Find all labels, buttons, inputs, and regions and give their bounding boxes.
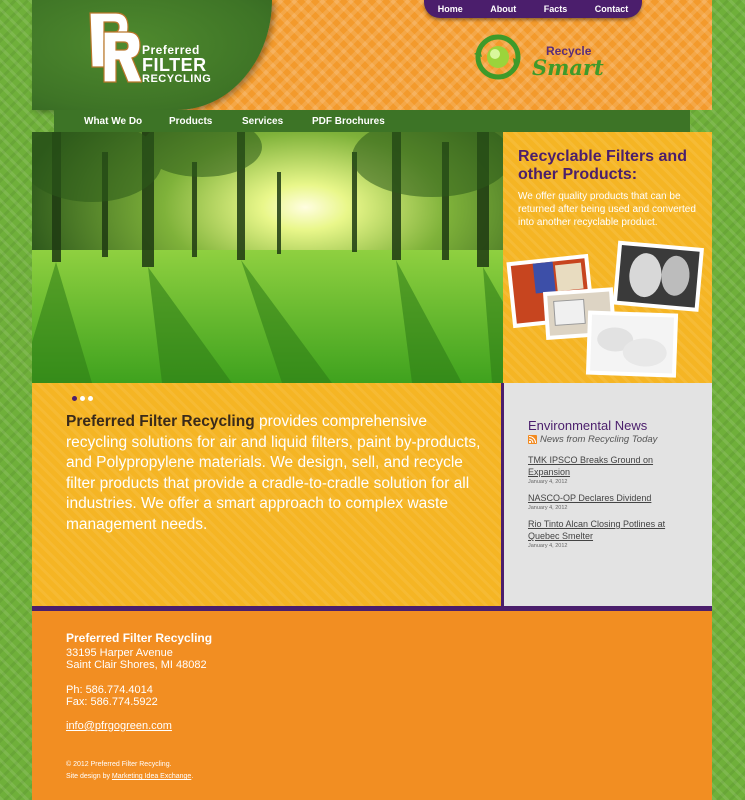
intro-text: provides comprehensive recycling solutions for air and liquid filters, paint by-products, and Polypropylene materials. We design, sell, and recycle filter products that provide a cradle-to-cradle solution for all industries. We offer a smart approach to complex waste management needs. [66,413,481,533]
news-item-link[interactable]: NASCO-OP Declares Dividend [528,493,652,503]
logo-word-filter: FILTER [142,55,207,75]
news-item-date: January 4, 2012 [528,479,568,485]
top-nav-home[interactable]: Home [437,4,463,14]
recycle-logo-word-smart: Smart [532,55,604,80]
logo-word-recycling: RECYCLING [142,73,212,85]
news-item-date: January 4, 2012 [528,505,568,511]
news-item-link[interactable]: Rio Tinto Alcan Closing Potlines at Quebec Smelter [528,519,666,541]
page [32,0,712,800]
hero-image [32,132,503,383]
main-nav [54,110,690,132]
intro-section [32,383,501,606]
top-nav [424,0,642,18]
slider-dots [72,396,93,401]
footer-credit-suffix: . [191,773,194,780]
footer-address-line1: 33195 Harper Avenue [66,647,173,659]
news-source-label: News from Recycling Today [540,434,658,445]
footer-credit-link[interactable]: Marketing Idea Exchange [111,773,192,780]
main-nav-what-we-do[interactable]: What We Do [84,116,143,127]
footer-email-link[interactable]: info@pfrgogreen.com [66,720,172,732]
filter-products-photo [505,240,710,380]
news-panel [504,383,712,606]
promo-panel [503,132,712,383]
logo-word-preferred: Preferred [142,43,200,57]
footer-credit [66,773,193,780]
slider-dot-3[interactable] [88,396,93,401]
footer [32,611,712,800]
slider-dot-1[interactable] [72,396,77,401]
main-nav-products[interactable]: Products [169,116,213,127]
promo-text: We offer quality products that can be returned after being used and converted into another recyclable product. [518,191,696,228]
promo-title: Recyclable Filters and other Products: [518,148,687,183]
top-nav-contact[interactable]: Contact [594,4,629,14]
news-item-link[interactable]: TMK IPSCO Breaks Ground on Expansion [528,455,654,477]
main-nav-pdf-brochures[interactable]: PDF Brochures [312,116,385,127]
recycle-logo-word-recycle: Recycle [546,44,592,58]
footer-address-line2: Saint Clair Shores, MI 48082 [66,659,207,671]
logo[interactable] [32,0,272,110]
footer-fax: Fax: 586.774.5922 [66,696,158,708]
header [32,0,712,110]
intro-paragraph [66,412,481,535]
top-nav-about[interactable]: About [490,4,517,14]
footer-company: Preferred Filter Recycling [66,631,213,645]
news-source [528,434,657,445]
footer-phone: Ph: 586.774.4014 [66,684,153,696]
main-nav-services[interactable]: Services [242,116,284,127]
footer-copyright: © 2012 Preferred Filter Recycling. [66,761,172,768]
news-title: Environmental News [528,418,648,433]
pfr-monogram-icon [82,8,142,88]
top-nav-facts[interactable]: Facts [543,4,568,14]
rss-icon[interactable] [528,435,537,444]
slider-dot-2[interactable] [80,396,85,401]
news-item-date: January 4, 2012 [528,543,568,549]
intro-company-name: Preferred Filter Recycling [66,413,255,430]
footer-credit-prefix: Site design by [66,773,112,780]
